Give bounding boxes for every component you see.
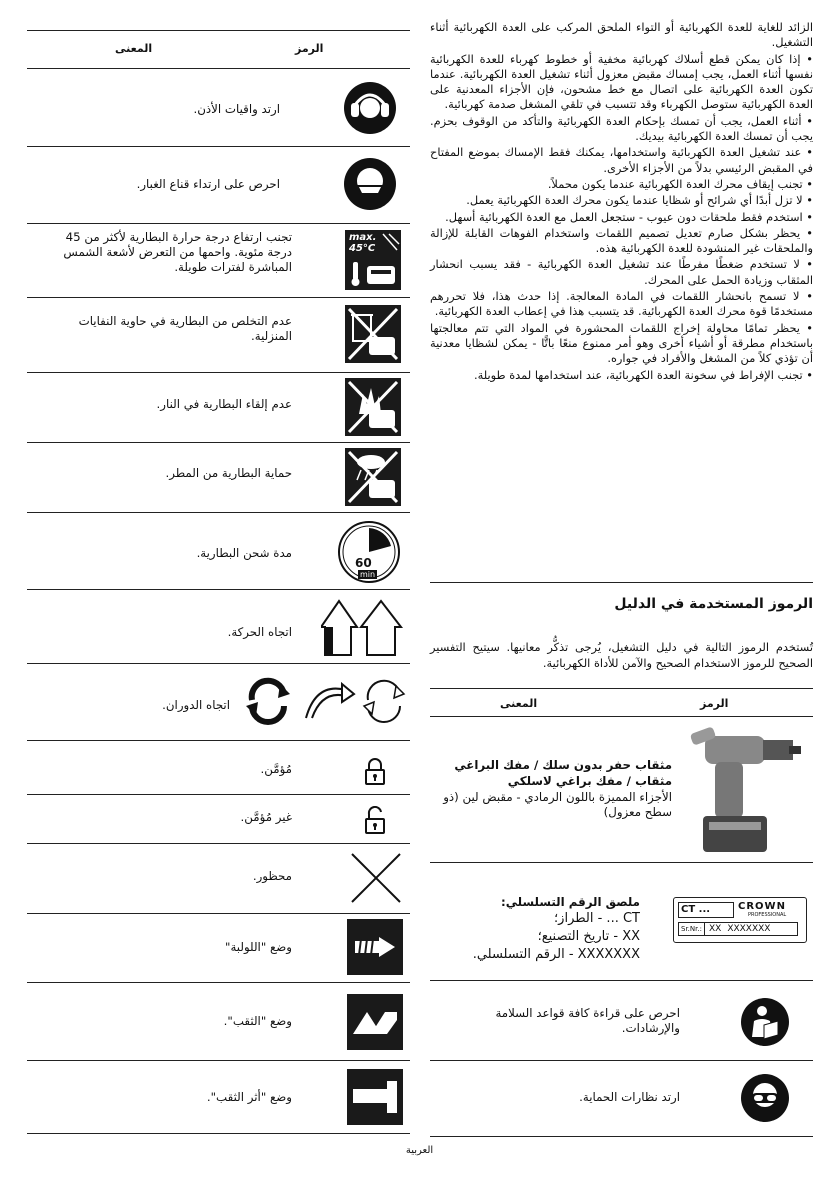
divider bbox=[27, 1133, 410, 1134]
no-household-bin-icon bbox=[345, 305, 401, 363]
icon-text-min: min bbox=[360, 570, 376, 579]
goggles-text: ارتد نظارات الحماية. bbox=[579, 1090, 680, 1104]
divider bbox=[430, 688, 813, 689]
lock-icon bbox=[364, 757, 386, 785]
divider bbox=[27, 982, 410, 983]
goggles-image bbox=[735, 1068, 795, 1128]
row-meaning: عدم إلقاء البطارية في النار. bbox=[156, 397, 292, 411]
hammer-icon bbox=[347, 1069, 403, 1125]
header-meaning: المعنى bbox=[115, 42, 153, 55]
ear-protection-image bbox=[340, 76, 400, 140]
divider bbox=[27, 442, 410, 443]
drilling-mode-image bbox=[346, 993, 404, 1051]
row-meaning: ارتد واقيات الأذن. bbox=[193, 102, 280, 116]
read-manual-image bbox=[735, 992, 795, 1052]
divider bbox=[27, 794, 410, 795]
row-meaning: وضع "الثقب". bbox=[223, 1014, 292, 1028]
paragraph: • استخدم فقط ملحقات دون عيوب - ستجعل العمل مع العدة الكهربائية أسهل. bbox=[445, 209, 813, 224]
prohibited-image bbox=[346, 848, 406, 908]
row-meaning: محظور. bbox=[252, 869, 292, 883]
row-meaning: وضع "أثر الثقب". bbox=[206, 1090, 292, 1104]
paragraph: • يحظر بشكل صارم تعديل تصميم اللقمات واستخدام الفوهات القابلة للإزالة والملحقات غير المنشودة للعدة الكهربائية هذه. bbox=[430, 225, 813, 256]
label-brand-sub: PROFESSIONAL bbox=[748, 912, 787, 918]
drill-icon bbox=[685, 724, 805, 856]
battery-temp-image bbox=[343, 228, 403, 292]
paragraph: • عند تشغيل العدة الكهربائية واستخدامها، يمكنك فقط الإمساك بموضع المفتاح في المقبض الرئيسي بدلاً من الأجزاء الأخرى. bbox=[430, 145, 813, 175]
safety-text-column bbox=[430, 20, 813, 384]
sun-battery-icon bbox=[345, 230, 401, 290]
serial-label bbox=[670, 895, 810, 945]
cross-icon bbox=[348, 850, 404, 906]
divider bbox=[430, 980, 813, 981]
label-sr: Sr.Nr.: bbox=[679, 923, 705, 935]
divider bbox=[430, 1060, 813, 1061]
dust-mask-icon bbox=[343, 157, 397, 211]
paragraph: • تجنب الإفراط في سخونة العدة الكهربائية، عند استخدامها لمدة طويلة. bbox=[473, 367, 813, 382]
no-bin-image bbox=[343, 302, 403, 366]
row-meaning: غير مُؤمَّن. bbox=[240, 810, 292, 824]
paragraph: • إذا كان يمكن قطع أسلاك كهربائية مخفية أو خطوط كهرباء للعدة الكهربائية نفسها أثناء العمل، يجب إمساك مقبض معزول أثناء تشغيل العدة الكهربائية. عندما تكون العدة الكهربائية على اتصال مع خط مشحون، فإن الأجزاء المعدنية على العدة الكهربائية ستوصل الكهرباء وقد تتسبب في تلقي المشغل صدمة كهربائية. bbox=[430, 51, 813, 112]
row-meaning: وضع "اللولبة" bbox=[225, 940, 292, 954]
paragraph: الزائد للغاية للعدة الكهربائية أو التواء الملحق المركب على العدة الكهربائية أثناء التشغيل. bbox=[430, 20, 813, 50]
divider bbox=[27, 146, 410, 147]
divider bbox=[27, 843, 410, 844]
row-meaning: مُؤمَّن. bbox=[260, 762, 292, 776]
unlocked-image bbox=[350, 803, 400, 837]
section-intro: تُستخدم الرموز التالية في دليل التشغيل، يُرجى تذكُّر معانيها. سيتيح التفسير الصحيح للرموز الاستخدام الصحيح والآمن للأداة الكهربائية. bbox=[430, 640, 813, 670]
screwing-mode-image bbox=[346, 918, 404, 976]
locked-image bbox=[350, 754, 400, 788]
unlock-icon bbox=[364, 806, 386, 834]
section-title: الرموز المستخدمة في الدليل bbox=[614, 596, 813, 612]
divider bbox=[430, 862, 813, 863]
no-fire-icon bbox=[345, 378, 401, 436]
icon-text-45c: 45°C bbox=[349, 243, 376, 254]
label-brand: CROWN bbox=[738, 901, 786, 912]
drill-desc: الأجزاء المميزة باللون الرمادي - مقبض لين (ذو سطح معزول) bbox=[443, 790, 672, 819]
serial-line-1: CT ... - الطراز؛ bbox=[554, 911, 640, 926]
divider bbox=[27, 30, 410, 31]
no-fire-image bbox=[343, 376, 403, 438]
paragraph: • يحظر تمامًا محاولة إخراج اللقمات المحشورة في المواد التي تتم معالجتها باستخدام مطرقة أو أشياء أخرى وهو أمر ممنوع منعًا باتًّا - يمكن لشظايا معدنية أن تؤذي كلاً من المشغل والأفراد في جواره. bbox=[430, 320, 813, 366]
dust-mask-image bbox=[340, 152, 400, 216]
paragraph: • أثناء العمل، يجب أن تمسك بإحكام العدة الكهربائية والتأكد من الوقوف بحزم. يجب أن تمسك العدة الكهربائية بيديك. bbox=[430, 113, 813, 144]
hammer-mode-image bbox=[346, 1068, 404, 1126]
row-meaning: تجنب ارتفاع درجة حرارة البطارية لأكثر من 45 درجة مئوية. واحمها من التعرض لأشعة الشمس المباشرة لفترات طويلة. bbox=[63, 230, 292, 274]
divider bbox=[27, 68, 410, 69]
divider bbox=[27, 372, 410, 373]
drill-title-2: مثقاب / مفك براغي لاسلكي bbox=[507, 774, 672, 788]
paragraph: • لا تسمح بانحشار اللقمات في المادة المعالجة. إذا حدث هذا، فلا تحررهم مستخدمًا قوة محرك العدة الكهربائية. قد يتسبب هذا في إعطاب العدة الكهربائية. bbox=[430, 289, 813, 319]
icon-text-60: 60 bbox=[355, 556, 372, 570]
drill-title-1: مثقاب حفر بدون سلك / مفك البراغي bbox=[454, 758, 672, 772]
row-meaning: حماية البطارية من المطر. bbox=[165, 466, 292, 480]
divider bbox=[27, 297, 410, 298]
rain-protection-icon bbox=[345, 448, 401, 506]
movement-direction-image bbox=[320, 595, 406, 659]
drill-image bbox=[680, 722, 810, 858]
charge-time-image bbox=[334, 518, 404, 586]
ear-protection-icon bbox=[343, 81, 397, 135]
divider bbox=[27, 913, 410, 914]
header-meaning: المعنى bbox=[500, 697, 538, 710]
rotation-arrows-icon bbox=[242, 674, 406, 726]
serial-title: ملصق الرقم التسلسلي: bbox=[501, 895, 640, 909]
goggles-icon bbox=[740, 1073, 790, 1123]
divider bbox=[27, 1060, 410, 1061]
divider bbox=[430, 716, 813, 717]
label-xx: XX bbox=[708, 924, 722, 934]
divider bbox=[27, 223, 410, 224]
drill-bit-icon bbox=[347, 994, 403, 1050]
paragraph: • لا تزل أبدًا أي شرائح أو شظايا عندما يكون محرك العدة الكهربائية يعمل. bbox=[466, 193, 813, 208]
divider bbox=[27, 512, 410, 513]
divider bbox=[27, 589, 410, 590]
label-ct: CT ... bbox=[678, 902, 734, 918]
row-meaning: عدم التخلص من البطارية في حاوية النفايات المنزلية. bbox=[78, 314, 292, 343]
icon-text-max: max. bbox=[349, 232, 377, 243]
row-meaning: مدة شحن البطارية. bbox=[196, 546, 292, 560]
label-xxxx: XXXXXXX bbox=[727, 924, 771, 934]
row-meaning: احرص على ارتداء قناع الغبار. bbox=[136, 177, 280, 191]
divider bbox=[27, 740, 410, 741]
row-meaning: اتجاه الدوران. bbox=[162, 698, 230, 712]
paragraph: • لا تستخدم ضغطًا مفرطًا عند تشغيل العدة الكهربائية - فقد يسبب انحشار المثقاب وزيادة الحمل على المحرك. bbox=[430, 257, 813, 287]
read-manual-icon bbox=[740, 997, 790, 1047]
no-rain-image bbox=[343, 446, 403, 508]
read-manual-text: احرص على قراءة كافة قواعد السلامة والإرشادات. bbox=[495, 1006, 680, 1035]
page-footer: العربية bbox=[405, 1145, 434, 1156]
divider bbox=[430, 582, 813, 583]
rotation-direction-image bbox=[240, 672, 408, 728]
header-symbol: الرمز bbox=[700, 697, 729, 710]
arrow-up-icon bbox=[321, 597, 405, 657]
serial-line-2: XX - تاريخ التصنيع؛ bbox=[537, 929, 640, 944]
divider bbox=[430, 1136, 813, 1137]
row-meaning: اتجاه الحركة. bbox=[227, 625, 292, 639]
divider bbox=[27, 663, 410, 664]
screw-icon bbox=[347, 919, 403, 975]
header-symbol: الرمز bbox=[295, 42, 324, 55]
serial-line-3: XXXXXXX - الرقم التسلسلي. bbox=[472, 947, 640, 962]
paragraph: • تجنب إيقاف محرك العدة الكهربائية عندما يكون محملاً. bbox=[547, 176, 813, 191]
